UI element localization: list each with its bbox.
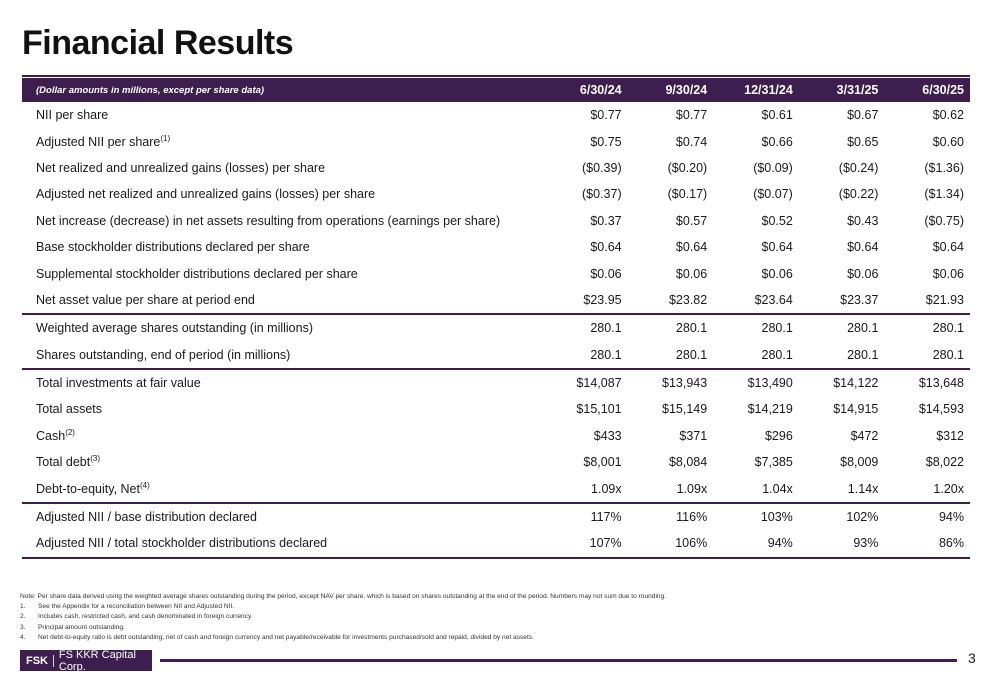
- row-label-text: Adjusted NII per share: [36, 134, 161, 149]
- company-logo: [20, 650, 152, 671]
- row-label: [22, 475, 542, 502]
- table-cell: 94%: [713, 530, 799, 557]
- table-cell: $0.43: [847, 213, 879, 228]
- table-cell: $23.37: [799, 287, 885, 314]
- table-cell: ($0.17): [667, 187, 708, 202]
- table-cell: ($0.22): [838, 187, 879, 202]
- footnote-item: [20, 623, 960, 633]
- row-label: [22, 155, 542, 181]
- table-cell: $0.64: [847, 240, 879, 255]
- table-cell: $0.57: [675, 213, 708, 228]
- header-label: (Dollar amounts in millions, except per share data): [22, 78, 542, 102]
- table-row: [22, 155, 970, 181]
- table-cell: $0.65: [847, 134, 879, 149]
- row-label-text: Net realized and unrealized gains (losses) per share: [36, 160, 326, 175]
- table-cell: 107%: [542, 530, 628, 557]
- table-cell: ($1.34): [924, 187, 964, 202]
- row-label-text: Weighted average shares outstanding (in millions): [36, 321, 314, 336]
- row-label: [22, 342, 542, 369]
- logo-company-name: FS KKR Capital Corp.: [58, 648, 136, 673]
- table-row: [22, 423, 970, 449]
- table-cell: 117%: [590, 510, 622, 525]
- table-cell: 280.1: [628, 342, 714, 369]
- note-intro: Note: Per share data derived using the weighted average shares outstanding during the period, except NAV per share, which is based on shares outstanding at the end of the period. Numbers may not sum due to rounding.: [20, 593, 667, 600]
- table-cell: $0.06: [847, 266, 879, 281]
- table-cell: 280.1: [542, 342, 628, 369]
- table-cell: $14,122: [833, 376, 879, 391]
- table-cell: 280.1: [847, 321, 879, 336]
- table-cell: $23.95: [542, 287, 628, 314]
- table-cell: 1.20x: [884, 475, 970, 502]
- table-row: [22, 449, 970, 475]
- table-cell: 1.09x: [628, 475, 714, 502]
- row-label-text: Adjusted net realized and unrealized gains (losses) per share: [36, 187, 376, 202]
- row-label: [22, 102, 542, 128]
- footnote-number: 3.: [20, 623, 26, 631]
- table-cell: 280.1: [884, 342, 970, 369]
- footnote-item: [20, 612, 960, 622]
- table-cell: $21.93: [884, 287, 970, 314]
- table-cell: 116%: [676, 510, 708, 525]
- table-row: [22, 102, 970, 128]
- row-label-text: Cash: [36, 428, 66, 443]
- footnote-number: 1.: [20, 603, 26, 611]
- table-cell: 102%: [846, 510, 879, 525]
- footnote-list: [20, 602, 960, 643]
- row-label: [22, 260, 542, 286]
- footnote-text: See the Appendix for a reconciliation between NII and Adjusted NII.: [38, 603, 235, 611]
- table-cell: $14,593: [918, 402, 964, 417]
- table-body: [22, 102, 970, 558]
- row-label-text: Shares outstanding, end of period (in millions): [36, 347, 291, 362]
- table-cell: 280.1: [932, 321, 964, 336]
- table-row: [22, 314, 970, 341]
- footnote-ref: (1): [160, 133, 171, 143]
- row-label-text: Supplemental stockholder distributions declared per share: [36, 266, 358, 281]
- row-label-text: Adjusted NII / total stockholder distributions declared: [36, 536, 328, 551]
- table-row: [22, 530, 970, 557]
- table-row: [22, 260, 970, 286]
- table-cell: $0.64: [761, 240, 793, 255]
- table-cell: $0.64: [932, 240, 964, 255]
- row-label: [22, 128, 542, 154]
- table-row: [22, 503, 970, 530]
- row-label-text: Total investments at fair value: [36, 376, 201, 391]
- table-cell: 93%: [799, 530, 885, 557]
- table-cell: ($0.09): [753, 160, 793, 175]
- row-label-text: NII per share: [36, 108, 109, 123]
- footnote-number: 2.: [20, 613, 26, 621]
- row-label-text: Base stockholder distributions declared per share: [36, 240, 310, 255]
- footnote-text: Principal amount outstanding.: [38, 623, 125, 631]
- table-row: [22, 128, 970, 154]
- table-cell: $14,915: [833, 402, 879, 417]
- table-cell: $0.75: [590, 134, 622, 149]
- table-header-row: [22, 78, 970, 102]
- table-cell: 280.1: [713, 342, 799, 369]
- table-cell: $0.06: [675, 266, 708, 281]
- table-cell: $0.66: [761, 134, 793, 149]
- table-cell: $472: [850, 428, 879, 443]
- column-header: 3/31/25: [799, 78, 885, 102]
- table-cell: $0.52: [761, 213, 793, 228]
- footnote-ref: (3): [90, 454, 100, 464]
- row-label: [22, 530, 542, 557]
- table-cell: 1.09x: [542, 475, 628, 502]
- table-cell: $13,648: [918, 376, 964, 391]
- row-label: [22, 369, 542, 396]
- column-header: 9/30/24: [628, 78, 714, 102]
- table-cell: $296: [764, 428, 793, 443]
- logo-ticker: FSK: [26, 654, 48, 667]
- row-label: [22, 314, 542, 341]
- table-cell: $0.64: [675, 240, 708, 255]
- column-header: 6/30/24: [542, 78, 628, 102]
- table-cell: $0.64: [590, 240, 622, 255]
- table-cell: $13,943: [662, 376, 708, 391]
- row-label: [22, 234, 542, 260]
- row-label: [22, 208, 542, 234]
- table-cell: ($0.75): [924, 213, 964, 228]
- table-cell: $433: [593, 428, 622, 443]
- footer-divider: [160, 659, 957, 662]
- table-cell: ($0.24): [838, 160, 879, 175]
- table-row: [22, 369, 970, 396]
- row-label-text: Total assets: [36, 402, 103, 417]
- table-cell: $8,022: [925, 455, 964, 470]
- table-cell: $0.67: [847, 108, 879, 123]
- footnote-item: [20, 602, 960, 612]
- table-row: [22, 475, 970, 502]
- row-label: [22, 287, 542, 314]
- table-row: [22, 396, 970, 422]
- table-cell: $0.74: [675, 134, 708, 149]
- table-row: [22, 181, 970, 207]
- table-cell: $312: [936, 428, 964, 443]
- footnote-text: Includes cash, restricted cash, and cash denominated in foreign currency.: [38, 613, 253, 621]
- table-cell: 1.04x: [713, 475, 799, 502]
- table-cell: $13,490: [747, 376, 793, 391]
- footnote-ref: (2): [65, 427, 75, 437]
- table-cell: ($0.39): [582, 160, 622, 175]
- table-row: [22, 342, 970, 369]
- table-cell: 1.14x: [799, 475, 885, 502]
- table-cell: $15,149: [662, 402, 708, 417]
- footnote-ref: (4): [139, 480, 150, 490]
- table-cell: 280.1: [799, 342, 885, 369]
- table-cell: 280.1: [590, 321, 622, 336]
- footnote-text: Net debt-to-equity ratio is debt outstanding, net of cash and foreign currency and net payable/receivable for investments purchased/sold and repaid, divided by net assets.: [38, 633, 534, 641]
- table-cell: $23.64: [713, 287, 799, 314]
- table-cell: 94%: [938, 510, 964, 525]
- logo-divider: [53, 655, 54, 667]
- table-cell: $0.06: [761, 266, 793, 281]
- table-cell: $0.77: [675, 108, 708, 123]
- table-cell: 86%: [884, 530, 970, 557]
- table-cell: 280.1: [761, 321, 793, 336]
- row-label: [22, 503, 542, 530]
- table-row: [22, 234, 970, 260]
- row-label-text: Total debt: [36, 455, 91, 470]
- table-cell: $14,087: [576, 376, 622, 391]
- column-header: 6/30/25: [884, 78, 970, 102]
- table-cell: $0.60: [932, 134, 964, 149]
- financial-results-table: [22, 78, 970, 559]
- table-cell: $23.82: [628, 287, 714, 314]
- table-cell: $0.77: [590, 108, 622, 123]
- row-label: [22, 396, 542, 422]
- page-title: Financial Results: [22, 24, 294, 62]
- footnotes: [20, 592, 960, 643]
- table-row: [22, 287, 970, 314]
- table-cell: ($0.20): [667, 160, 708, 175]
- table-cell: $7,385: [754, 455, 793, 470]
- table-cell: $0.62: [932, 108, 964, 123]
- table-cell: ($0.07): [753, 187, 793, 202]
- title-divider: [22, 75, 970, 77]
- table-cell: ($1.36): [924, 160, 964, 175]
- footnote-number: 4.: [20, 633, 26, 641]
- table-cell: $14,219: [747, 402, 793, 417]
- footnote-item: [20, 633, 960, 643]
- row-label: [22, 181, 542, 207]
- row-label-text: Debt-to-equity, Net: [36, 481, 140, 496]
- table-cell: 280.1: [675, 321, 708, 336]
- row-label-text: Net increase (decrease) in net assets resulting from operations (earnings per share): [36, 213, 501, 228]
- row-label-text: Adjusted NII / base distribution declared: [36, 510, 257, 525]
- table-cell: $8,001: [583, 455, 622, 470]
- table-cell: $0.37: [590, 213, 622, 228]
- table-cell: $15,101: [576, 402, 622, 417]
- column-header: 12/31/24: [713, 78, 799, 102]
- row-label-text: Net asset value per share at period end: [36, 292, 255, 307]
- table-row: [22, 208, 970, 234]
- table-cell: $8,009: [840, 455, 879, 470]
- row-label: [22, 449, 542, 475]
- table-cell: $0.06: [590, 266, 622, 281]
- row-label: [22, 423, 542, 449]
- table-cell: $8,084: [668, 455, 708, 470]
- table-cell: $0.61: [761, 108, 793, 123]
- page-number: 3: [968, 650, 976, 666]
- table-cell: $0.06: [932, 266, 964, 281]
- table-cell: $371: [679, 428, 708, 443]
- table-cell: 106%: [628, 530, 714, 557]
- table-cell: 103%: [760, 510, 793, 525]
- table-cell: ($0.37): [582, 187, 622, 202]
